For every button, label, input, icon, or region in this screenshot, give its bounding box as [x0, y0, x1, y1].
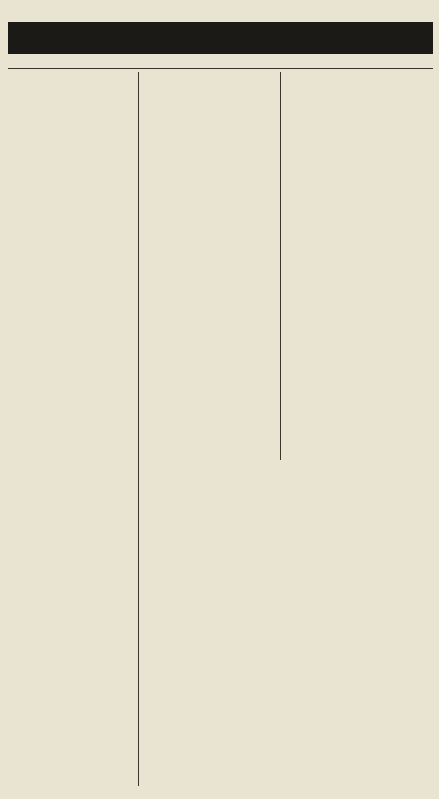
- top-rule: [8, 68, 433, 69]
- article-column-2: [142, 72, 278, 460]
- headline-bar: [8, 22, 433, 54]
- empty: [284, 72, 285, 73]
- article-column-1: [8, 72, 136, 786]
- column-divider: [280, 72, 281, 460]
- column-divider: [138, 72, 139, 786]
